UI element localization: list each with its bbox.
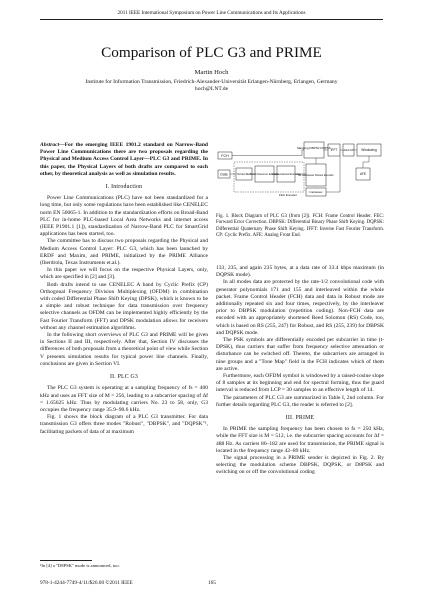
header-rule [40, 19, 383, 20]
block-addcp-label: Add CP [343, 148, 354, 152]
prime-paragraph: The signal processing in a PRIME sender is depicted in Fig. 2. By selecting the modulation scheme DBPSK, DQPSK, or D8PSK and switching on or off the convolutional coding [216, 455, 384, 476]
author-email: hoch@LNT.de [194, 86, 229, 92]
abstract [40, 142, 208, 178]
block-scrambler-label: Scrambler [237, 172, 251, 176]
intro-paragraph: The committee has to discuss two proposals regarding the Physical and Medium Access Control Layer: PLC G3, which has been launched by ERDF and Maxim, and PRIME, initialized by the PRIME Alliance (Iberdrola, Texas Instruments et.al.). [40, 238, 208, 267]
author-name: Martin Hoch [194, 69, 229, 76]
left-column [40, 142, 208, 436]
g3-paragraph: The parameters of PLC G3 are summarized in Table I, 2nd column. For further details regarding PLC G3, the reader is referred to [2]. [216, 394, 384, 408]
footer-isbn: 978-1-4244-7749-4/11/$26.00 ©2011 IEEE [40, 580, 133, 586]
block-convolutional-label: Convo-lutional Encoder [271, 172, 301, 176]
block-fch-label: FCH [221, 154, 229, 158]
g3-paragraph: The PLC G3 system is operating at a sampling frequency of fs = 400 kHz and uses an FFT size of M = 256, leading to a subcarrier spacing of Δf = 1.65625 kHz. Thus by modulating carriers No. 23 to 58, only, G3 occupies the frequency range 35.9–90.6 kHz. [40, 385, 208, 413]
block-mapping [304, 142, 324, 158]
section-heading-prime: III. PRIME [285, 415, 315, 422]
abstract-label: Abstract [40, 142, 60, 148]
block-reed-solomon-label: Reed-Solomon Encoder [249, 172, 280, 176]
footnote-rule [40, 560, 92, 561]
block-windowing-label: Windowing [361, 148, 377, 152]
intro-paragraph: Both drafts intend to use CENELEC A band by Cyclic Prefix (CP) Orthogonal Frequency Division Multiplexing (OFDM) in combination with coded Differential Phase Shift Keying (DPSK), which is known to be a simple and robust technique for data transmission over frequency selective channels as OFDM can be implemented highly efficiently by the Fast Fourier Transform (FFT) and DPSK modulation allows for receivers without any channel estimation algorithms. [40, 281, 208, 331]
right-top-text: 133, 235, and again 235 bytes, at a data rate of 33.4 kbps maximum (in DQPSK mode). [216, 265, 384, 279]
intro-paragraph: In the following short overviews of PLC G3 and PRIME will be given in Sections II and III, respectively. After that, Section IV discusses the differences of both proposals from a theoretical point of view while Section V presents simulation results for typical power line channels. Finally, conclusions are given in Section VI. [40, 332, 208, 367]
g3-paragraph: In all modes data are protected by the rate-1/2 convolutional code with generator polynomials 171 and 155 and interleaved within the whole packet. Frame Control Header (FCH) data and data in Robust mode are additionally repeated six and four times, respectively, by the interleaver prior to DBPSK modulation (repetition coding). Non-FCH data are encoded with an appropriately shortened Reed Solomon (RS) Code, too, which is based on RS (255, 247) for Robust, and RS (255, 239) for DBPSK and DQPSK mode. [216, 279, 384, 336]
block-afe-label: AFE [359, 172, 367, 176]
block-ifft-label: IFFT [330, 148, 338, 152]
intro-paragraph: In this paper we will focus on the respective Physical Layers, only, which are specified in [2] and [3]. [40, 267, 208, 281]
running-header: 2011 IEEE International Symposium on Power Line Communications and Its Applications [117, 10, 306, 16]
g3-paragraph: Fig. 1 shows the block diagram of a PLC G3 transmitter. For data transmission G3 offers three modes "Robust", "DBPSK", and "DQPSK"¹, facilitating packets of data of at maximum [40, 414, 208, 435]
section-heading-introduction: I. Introduction [105, 184, 143, 191]
right-column [216, 265, 384, 477]
block-mapping-label: Mapping DBPSK DQPSK [297, 146, 331, 150]
footnote: ¹In [4] a "D8PSK" mode is announced, too. [40, 563, 120, 568]
block-interleaver-label: Interleaver [309, 190, 323, 195]
block-data-label: Data [220, 172, 228, 177]
block-diagram-svg [216, 140, 384, 212]
g3-paragraph: The PSK symbols are differentially encoded per subcarrier in time (t-DPSK), thus carriers that suffer from frequency selective attenuation or disturbance can be switched off. Thereto, the subcarriers are arranged in nine groups and a "Tone Map" field in the FCH indicates which of them are active. [216, 337, 384, 372]
paper-title: Comparison of PLC G3 and PRIME [101, 44, 322, 61]
section-heading-plc-g3: II. PLC G3 [110, 374, 138, 381]
author-affiliation: Institute for Information Transmission, Friedrich-Alexander-Universität Erlangen-Nürnberg, Erlangen, Germany [85, 79, 338, 85]
abstract-text: —For the emerging IEEE 1901.2 standard on Narrow-Band Power Line Communications there are two proposals regarding the Physical and Medium Access Control Layer—PLC G3 and PRIME. In this paper, the Physical Layers of both drafts are compared to each other, by theoretical analysis as well as simulation results. [40, 142, 208, 177]
fec-encoder-group [234, 162, 304, 192]
intro-paragraph: Power Line Communications (PLC) have not been standardized for a long time, but only some regulations have been established like CENELEC norm EN 50065-1. In addition to the standardization efforts on Broad-Band PLC for in-home PLC-based Local Area Networks and internet access (IEEE P1901.1 [1]), standardization of Narrow-Band PLC for SmartGrid applications has been started, too. [40, 195, 208, 238]
prime-paragraph: In PRIME the sampling frequency has been chosen to fs = 250 kHz, while the FFT size is M = 512, i.e. the subcarrier spacing accounts for Δf = 488 Hz. As carriers 86–182 are used for transmission, the PRIME signal is located in the frequency range 42–89 kHz. [216, 426, 384, 454]
block-robust-encoder-label: Bit Interleaver Robust Encoder [298, 174, 334, 177]
page-number: 165 [208, 580, 216, 586]
fec-encoder-label: FEC Encoder [278, 193, 298, 197]
figure-caption: Fig. 1. Block Diagram of PLC G3 (from [2]). FCH: Frame Control Header. FEC: Forward Error Correction. DBPSK: Differential Binary Phase Shift Keying. DQPSK: Differential Quaternary Phase Shift Keying. IFFT: Inverse Fast Fourier Transform. CP: Cyclic Prefix. AFE: Analog Front End. [216, 214, 384, 238]
g3-paragraph: Furthermore, each OFDM symbol is windowed by a raised-cosine slope of 8 samples at its beginning and end for spectral forming, thus the guard interval is reduced from LCP = 30 samples to an effective length of 14. [216, 373, 384, 394]
